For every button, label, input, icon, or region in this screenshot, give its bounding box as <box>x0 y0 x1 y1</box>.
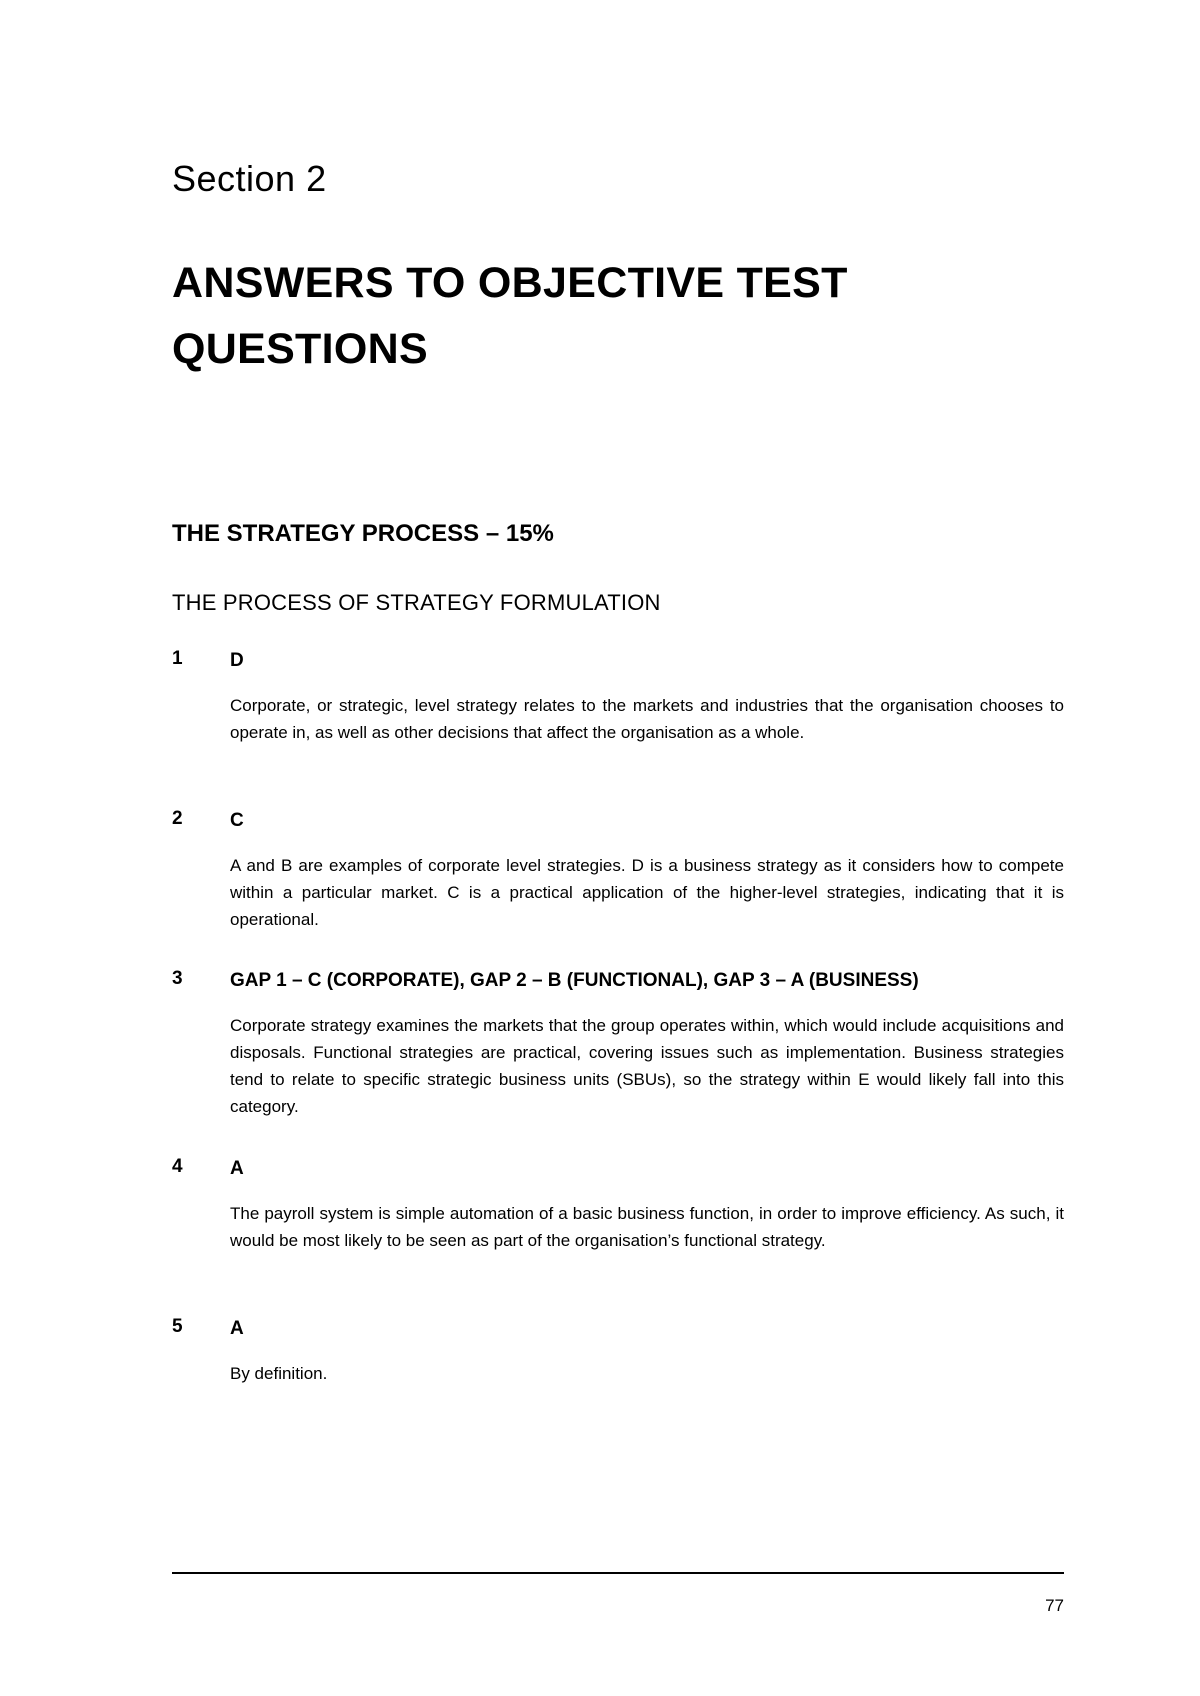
chapter-heading: THE STRATEGY PROCESS – 15% <box>172 520 554 547</box>
question-number: 1 <box>172 648 183 669</box>
page-title-line-2: QUESTIONS <box>172 325 428 373</box>
answer-item-3 <box>172 968 1064 1156</box>
answer-explanation: Corporate strategy examines the markets that the group operates within, which would include acquisitions and disposals. Functional strategies are practical, covering issues such as implementation. Business strategies tend to relate to specific strategic business units (SBUs), so the strategy within E would likely fall into this category. <box>230 1016 1064 1116</box>
page-number: 77 <box>1045 1596 1064 1615</box>
question-number: 3 <box>172 968 183 989</box>
answer-item-5 <box>172 1316 1064 1396</box>
sub-heading: THE PROCESS OF STRATEGY FORMULATION <box>172 590 661 615</box>
answer-explanation: A and B are examples of corporate level strategies. D is a business strategy as it considers how to compete within a particular market. C is a practical application of the higher-level strategies, indicating that it is operational. <box>230 856 1064 929</box>
answer-key: GAP 1 – C (CORPORATE), GAP 2 – B (FUNCTIONAL), GAP 3 – A (BUSINESS) <box>230 970 919 991</box>
answer-item-1 <box>172 648 1064 808</box>
page-title-line-1: ANSWERS TO OBJECTIVE TEST <box>172 259 848 307</box>
answer-key: A <box>230 1318 244 1339</box>
answer-key: D <box>230 650 244 671</box>
answer-list <box>172 648 1064 1396</box>
question-number: 2 <box>172 808 183 829</box>
question-number: 4 <box>172 1156 183 1177</box>
answer-explanation: The payroll system is simple automation of a basic business function, in order to improve efficiency. As such, it would be most likely to be seen as part of the organisation’s functional strategy. <box>230 1204 1064 1250</box>
answer-key: C <box>230 810 244 831</box>
page-title <box>172 250 1072 382</box>
answer-item-2 <box>172 808 1064 968</box>
answer-item-4 <box>172 1156 1064 1316</box>
answer-explanation: By definition. <box>230 1364 328 1383</box>
section-label: Section 2 <box>172 158 327 199</box>
question-number: 5 <box>172 1316 183 1337</box>
answer-explanation: Corporate, or strategic, level strategy relates to the markets and industries that the organisation chooses to operate in, as well as other decisions that affect the organisation as a whole. <box>230 696 1064 742</box>
footer-divider <box>172 1572 1064 1574</box>
answer-key: A <box>230 1158 244 1179</box>
